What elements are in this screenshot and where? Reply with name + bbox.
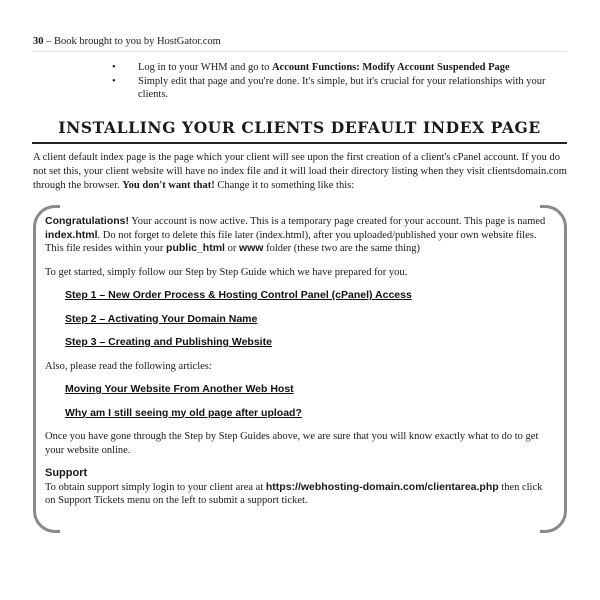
www-folder: www [238, 242, 264, 254]
intro-bold: You don't want that! [122, 180, 215, 191]
section-heading: INSTALLING YOUR CLIENTS DEFAULT INDEX PAGE [58, 118, 541, 137]
header-divider [32, 51, 567, 52]
heading-divider [32, 142, 567, 144]
sample-page-box [33, 205, 567, 533]
article-moving-link[interactable]: Moving Your Website From Another Web Host [65, 383, 294, 395]
text: To obtain support simply login to your client area at [45, 481, 266, 493]
text: folder (these two are the same thing) [263, 243, 421, 254]
step-3-link[interactable]: Step 3 – Creating and Publishing Website [65, 336, 272, 348]
support-url: https://webhosting-domain.com/clientarea.php [265, 480, 499, 493]
public-html-folder: public_html [166, 242, 225, 254]
header-text: – Book brought to you by HostGator.com [43, 36, 221, 47]
get-started-text: To get started, simply follow our Step by Step Guide which we have prepared for you. [45, 266, 408, 278]
also-text: Also, please read the following articles: [45, 360, 212, 372]
page-header [33, 36, 221, 47]
congrats-paragraph [45, 215, 555, 256]
bullet-text: Simply edit that page and you're done. It's simple, but it's crucial for your relationships with your clients. [138, 75, 546, 100]
text: Your account is now active. This is a temporary page created for your account. This page is named [129, 216, 546, 227]
index-filename: index.html [45, 228, 98, 241]
intro-text: Change it to something like this: [214, 180, 355, 191]
bullet-list [128, 61, 568, 102]
congrats-bold: Congratulations! [45, 215, 129, 227]
page-number: 30 [33, 36, 44, 47]
support-paragraph [45, 481, 555, 508]
text: or [224, 243, 239, 254]
bullet-text: Log in to your WHM and go to [138, 62, 272, 73]
bullet-item [128, 61, 568, 75]
article-old-page-link[interactable]: Why am I still seeing my old page after upload? [65, 406, 302, 419]
text: then click on Support Tickets menu on the left to submit a support ticket. [45, 481, 543, 506]
step-2-link[interactable]: Step 2 – Activating Your Domain Name [65, 312, 258, 325]
sample-content [45, 215, 555, 518]
support-heading: Support [45, 467, 88, 479]
text: . Do not forget to delete this file later (index.html), after you uploaded/published your own website files. This file resides within your [45, 229, 537, 254]
bullet-bold: Account Functions: Modify Account Suspended Page [271, 62, 510, 73]
intro-paragraph [33, 151, 573, 193]
step-1-link[interactable]: Step 1 – New Order Process & Hosting Control Panel (cPanel) Access [65, 289, 412, 301]
bullet-item [128, 75, 568, 102]
intro-text: A client default index page is the page which your client will see upon the first creation of a client's cPanel account. If you do not set this, your client website will have no index file and it will load their directory listing when they visit clientsdomain.com through the browser. [33, 152, 567, 191]
once-text: Once you have gone through the Step by Step Guides above, we are sure that you will know exactly what to do to get your website online. [45, 431, 539, 456]
